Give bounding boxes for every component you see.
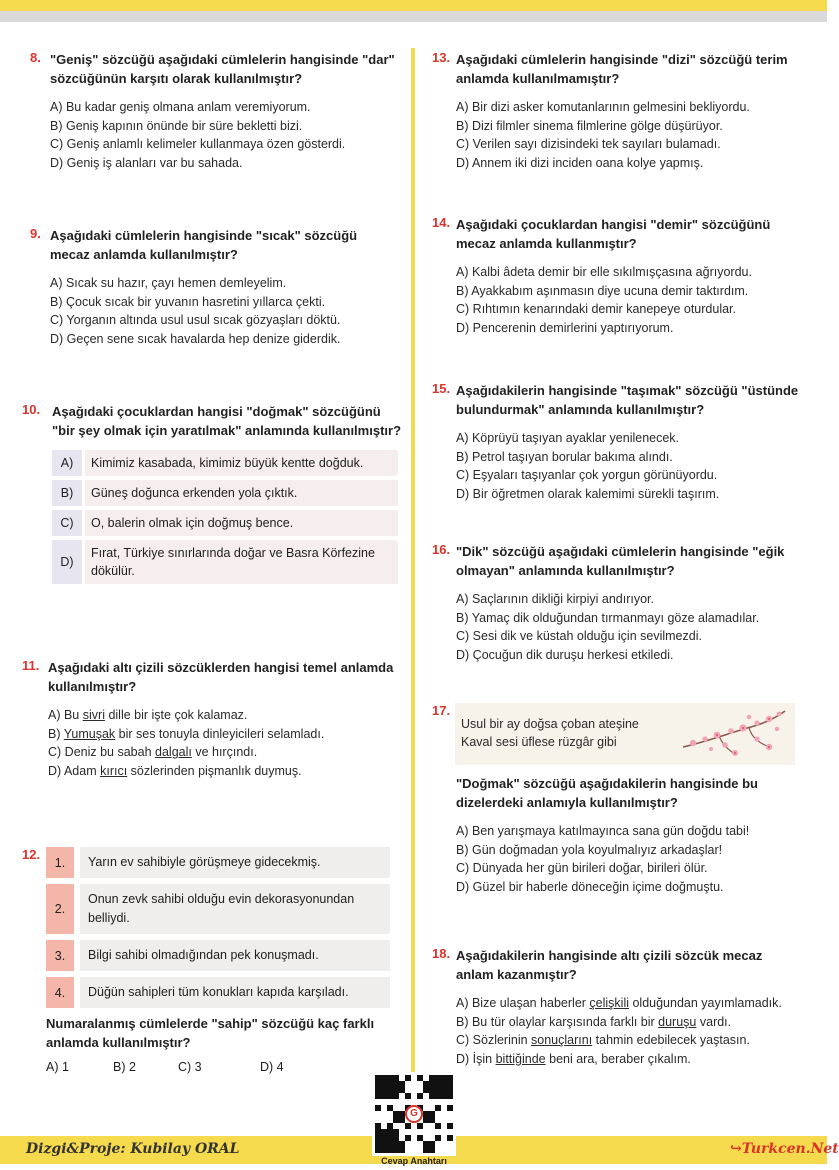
option-a[interactable]: A) Sıcak su hazır, çayı hemen demleyelim. bbox=[50, 276, 287, 290]
question-number: 12. bbox=[22, 847, 41, 862]
question-stem: Aşağıdaki çocuklardan hangisi "doğmak" sözcüğünü "bir şey olmak için yaratılmak" anlamında kullanılmıştır? bbox=[52, 404, 402, 438]
cherry-blossom-illustration bbox=[679, 707, 789, 761]
question-stem: Aşağıdakilerin hangisinde "taşımak" sözcüğü "üstünde bulundurmak" anlamında kullanılmıştır? bbox=[456, 383, 799, 417]
question-stem: Aşağıdaki altı çizili sözcüklerden hangisi temel anlamda kullanılmıştır? bbox=[48, 660, 394, 694]
sentence-row-1 bbox=[46, 847, 390, 878]
choice-d[interactable]: D) 4 bbox=[260, 1060, 284, 1074]
option-text: O, balerin olmak için doğmuş bence. bbox=[85, 510, 398, 536]
sentence-row-3 bbox=[46, 940, 390, 971]
option-b[interactable]: B) Gün doğmadan yola koyulmalıyız arkadaşlar! bbox=[456, 842, 723, 857]
option-label: A) bbox=[52, 450, 82, 476]
underlined-word: sivri bbox=[82, 708, 105, 722]
numbered-sentences bbox=[46, 847, 390, 1008]
options bbox=[456, 994, 802, 1068]
option-c[interactable]: C) Yorganın altında usul usul sıcak gözyaşları döktü. bbox=[50, 313, 341, 327]
option-c[interactable]: C) Geniş anlamlı kelimeler kullanmaya özen gösterdi. bbox=[50, 137, 346, 151]
question-number: 18. bbox=[432, 946, 451, 961]
options-table bbox=[52, 450, 398, 584]
option-text: Kimimiz kasabada, kimimiz büyük kentte doğduk. bbox=[85, 450, 398, 476]
choice-a[interactable]: A) 1 bbox=[46, 1060, 69, 1074]
question-number: 9. bbox=[30, 226, 41, 241]
option-d[interactable]: D) Pencerenin demirlerini yaptırıyorum. bbox=[456, 320, 674, 335]
option-c[interactable]: C) Deniz bu sabah dalgalı ve hırçındı. bbox=[48, 745, 258, 759]
question-14 bbox=[432, 215, 802, 337]
options bbox=[48, 706, 400, 780]
question-number: 16. bbox=[432, 542, 451, 557]
poem-box bbox=[455, 703, 795, 765]
option-a[interactable]: A) Bu kadar geniş olmana anlam veremiyorum. bbox=[50, 100, 311, 114]
question-10 bbox=[22, 402, 402, 588]
sentence-number: 4. bbox=[46, 977, 74, 1008]
option-d[interactable]: D) Geçen sene sıcak havalarda hep denize giderdik. bbox=[50, 331, 341, 346]
option-a[interactable]: A) Ben yarışmaya katılmayınca sana gün doğdu tabi! bbox=[456, 824, 750, 838]
question-16 bbox=[432, 542, 802, 664]
poem-line: Kaval sesi üflese rüzgâr gibi bbox=[461, 735, 617, 749]
sentence-number: 3. bbox=[46, 940, 74, 971]
sentence-row-4 bbox=[46, 977, 390, 1008]
option-row-d[interactable] bbox=[52, 540, 398, 584]
underlined-word: kırıcı bbox=[100, 763, 128, 778]
top-accent-bar bbox=[0, 0, 827, 11]
option-b[interactable]: B) Yamaç dik olduğundan tırmanmayı göze alamadılar. bbox=[456, 610, 760, 625]
option-c[interactable]: C) Sözlerinin sonuçlarını tahmin edebilecek yaştasın. bbox=[456, 1033, 750, 1047]
question-18 bbox=[432, 946, 802, 1068]
question-number: 13. bbox=[432, 50, 451, 65]
site-logo[interactable]: ↪Turkcen.Net bbox=[730, 1141, 839, 1157]
question-stem: Aşağıdaki çocuklardan hangisi "demir" sözcüğünü mecaz anlamda kullanmıştır? bbox=[456, 217, 771, 251]
column-divider bbox=[411, 48, 415, 1076]
option-d[interactable]: D) Güzel bir haberle döneceğin içime doğmuştu. bbox=[456, 879, 724, 894]
sentence-number: 1. bbox=[46, 847, 74, 878]
option-row-a[interactable] bbox=[52, 450, 398, 476]
top-gray-bar bbox=[0, 11, 827, 22]
question-12 bbox=[22, 847, 402, 1074]
option-d[interactable]: D) Çocuğun dik duruşu herkesi etkiledi. bbox=[456, 647, 674, 662]
sentence-text: Onun zevk sahibi olduğu evin dekorasyonundan belliydi. bbox=[80, 884, 390, 934]
options bbox=[456, 263, 802, 337]
option-text: Güneş doğunca erkenden yola çıktık. bbox=[85, 480, 398, 506]
question-9 bbox=[30, 226, 400, 348]
poem-line: Usul bir ay doğsa çoban ateşine bbox=[461, 717, 639, 731]
option-c[interactable]: C) Eşyaları taşıyanlar çok yorgun görünüyordu. bbox=[456, 468, 718, 482]
question-number: 8. bbox=[30, 50, 41, 65]
option-row-b[interactable] bbox=[52, 480, 398, 506]
option-label: D) bbox=[52, 540, 82, 584]
option-d[interactable]: D) Bir öğretmen olarak kalemimi sürekli taşırım. bbox=[456, 486, 720, 501]
footer-credit: Dizgi&Proje: Kubilay ORAL bbox=[26, 1141, 240, 1157]
option-b[interactable]: B) Yumuşak bir ses tonuyla dinleyicileri selamladı. bbox=[48, 726, 325, 741]
question-stem: "Dik" sözcüğü aşağıdaki cümlelerin hangisinde "eğik olmayan" anlamında kullanılmıştır? bbox=[456, 544, 785, 578]
question-15 bbox=[432, 381, 802, 503]
option-d[interactable]: D) Annem iki dizi inciden oana kolye yapmış. bbox=[456, 155, 704, 170]
sentence-number: 2. bbox=[46, 884, 74, 934]
underlined-word: Yumuşak bbox=[63, 726, 116, 741]
qr-label: Cevap Anahtarı bbox=[381, 1156, 447, 1166]
option-b[interactable]: B) Dizi filmler sinema filmlerine gölge düşürüyor. bbox=[456, 118, 723, 133]
options bbox=[456, 98, 802, 172]
qr-code-icon[interactable] bbox=[372, 1072, 456, 1156]
question-number: 14. bbox=[432, 215, 451, 230]
choice-c[interactable]: C) 3 bbox=[178, 1060, 202, 1074]
underlined-word: çelişkili bbox=[589, 996, 629, 1010]
choice-b[interactable]: B) 2 bbox=[113, 1060, 136, 1074]
options bbox=[456, 429, 802, 503]
option-label: B) bbox=[52, 480, 82, 506]
option-c[interactable]: C) Verilen sayı dizisindeki tek sayıları bulamadı. bbox=[456, 137, 721, 151]
option-text: Fırat, Türkiye sınırlarında doğar ve Basra Körfezine dökülür. bbox=[85, 540, 398, 584]
option-b[interactable]: B) Ayakkabım aşınmasın diye ucuna demir taktırdım. bbox=[456, 283, 749, 298]
option-b[interactable]: B) Bu tür olaylar karşısında farklı bir duruşu vardı. bbox=[456, 1014, 732, 1029]
options bbox=[50, 274, 400, 348]
question-17 bbox=[432, 774, 802, 896]
question-13 bbox=[432, 50, 802, 172]
question-stem: Numaralanmış cümlelerde "sahip" sözcüğü kaç farklı anlamda kullanılmıştır? bbox=[46, 1016, 375, 1050]
options bbox=[50, 98, 400, 172]
option-a[interactable]: A) Köprüyü taşıyan ayaklar yenilenecek. bbox=[456, 431, 680, 445]
options bbox=[456, 822, 802, 896]
option-a[interactable]: A) Kalbi âdeta demir bir elle sıkılmışçasına ağrıyordu. bbox=[456, 265, 752, 279]
underlined-word: sonuçlarını bbox=[531, 1033, 593, 1047]
question-number: 17. bbox=[432, 703, 451, 718]
option-a[interactable]: A) Bu sivri dille bir işte çok kalamaz. bbox=[48, 708, 248, 722]
question-stem: Aşağıdaki cümlelerin hangisinde "dizi" sözcüğü terim anlamda kullanılmamıştır? bbox=[456, 52, 788, 86]
option-b[interactable]: B) Çocuk sıcak bir yuvanın hasretini yıllarca çekti. bbox=[50, 294, 326, 309]
question-11 bbox=[22, 658, 400, 780]
poem bbox=[461, 715, 639, 751]
sentence-text: Düğün sahipleri tüm konukları kapıda karşıladı. bbox=[80, 977, 390, 1008]
option-c[interactable]: C) Dünyada her gün birileri doğar, birileri ölür. bbox=[456, 861, 708, 875]
underlined-word: dalgalı bbox=[155, 745, 192, 759]
option-b[interactable]: B) Geniş kapının önünde bir süre bekletti bizi. bbox=[50, 118, 303, 133]
option-d[interactable]: D) Adam kırıcı sözlerinden pişmanlık duymuş. bbox=[48, 763, 302, 778]
question-number: 15. bbox=[432, 381, 451, 396]
question-stem: "Doğmak" sözcüğü aşağıdakilerin hangisinde bu dizelerdeki anlamıyla kullanılmıştır? bbox=[456, 776, 758, 810]
option-b[interactable]: B) Petrol taşıyan borular bakıma alındı. bbox=[456, 449, 673, 464]
question-stem: Aşağıdakilerin hangisinde altı çizili sözcük mecaz anlam kazanmıştır? bbox=[456, 948, 763, 982]
underlined-word: duruşu bbox=[658, 1014, 697, 1029]
question-number: 11. bbox=[22, 658, 40, 673]
choices bbox=[46, 1060, 402, 1074]
sentence-text: Yarın ev sahibiyle görüşmeye gidecekmiş. bbox=[80, 847, 390, 878]
option-a[interactable]: A) Bize ulaşan haberler çelişkili olduğundan yayımlamadık. bbox=[456, 996, 782, 1010]
logo-swoosh-icon: ↪ bbox=[730, 1141, 742, 1157]
question-stem: "Geniş" sözcüğü aşağıdaki cümlelerin hangisinde "dar" sözcüğünün karşıtı olarak kullanılmıştır? bbox=[50, 52, 395, 86]
qr-center-logo-icon: G bbox=[405, 1105, 423, 1123]
sentence-row-2 bbox=[46, 884, 390, 934]
sentence-text: Bilgi sahibi olmadığından pek konuşmadı. bbox=[80, 940, 390, 971]
option-row-c[interactable] bbox=[52, 510, 398, 536]
options bbox=[456, 590, 802, 664]
option-c[interactable]: C) Rıhtımın kenarındaki demir kanepeye oturdular. bbox=[456, 302, 736, 316]
option-a[interactable]: A) Saçlarının dikliği kirpiyi andırıyor. bbox=[456, 592, 654, 606]
option-d[interactable]: D) Geniş iş alanları var bu sahada. bbox=[50, 155, 243, 170]
underlined-word: bittiğinde bbox=[495, 1051, 546, 1066]
option-label: C) bbox=[52, 510, 82, 536]
option-d[interactable]: D) İşin bittiğinde beni ara, beraber çıkalım. bbox=[456, 1051, 691, 1066]
question-8 bbox=[30, 50, 400, 172]
option-a[interactable]: A) Bir dizi asker komutanlarının gelmesini bekliyordu. bbox=[456, 100, 750, 114]
option-c[interactable]: C) Sesi dik ve küstah olduğu için sevilmezdi. bbox=[456, 629, 702, 643]
question-stem: Aşağıdaki cümlelerin hangisinde "sıcak" sözcüğü mecaz anlamda kullanılmıştır? bbox=[50, 228, 358, 262]
question-number: 10. bbox=[22, 402, 41, 417]
